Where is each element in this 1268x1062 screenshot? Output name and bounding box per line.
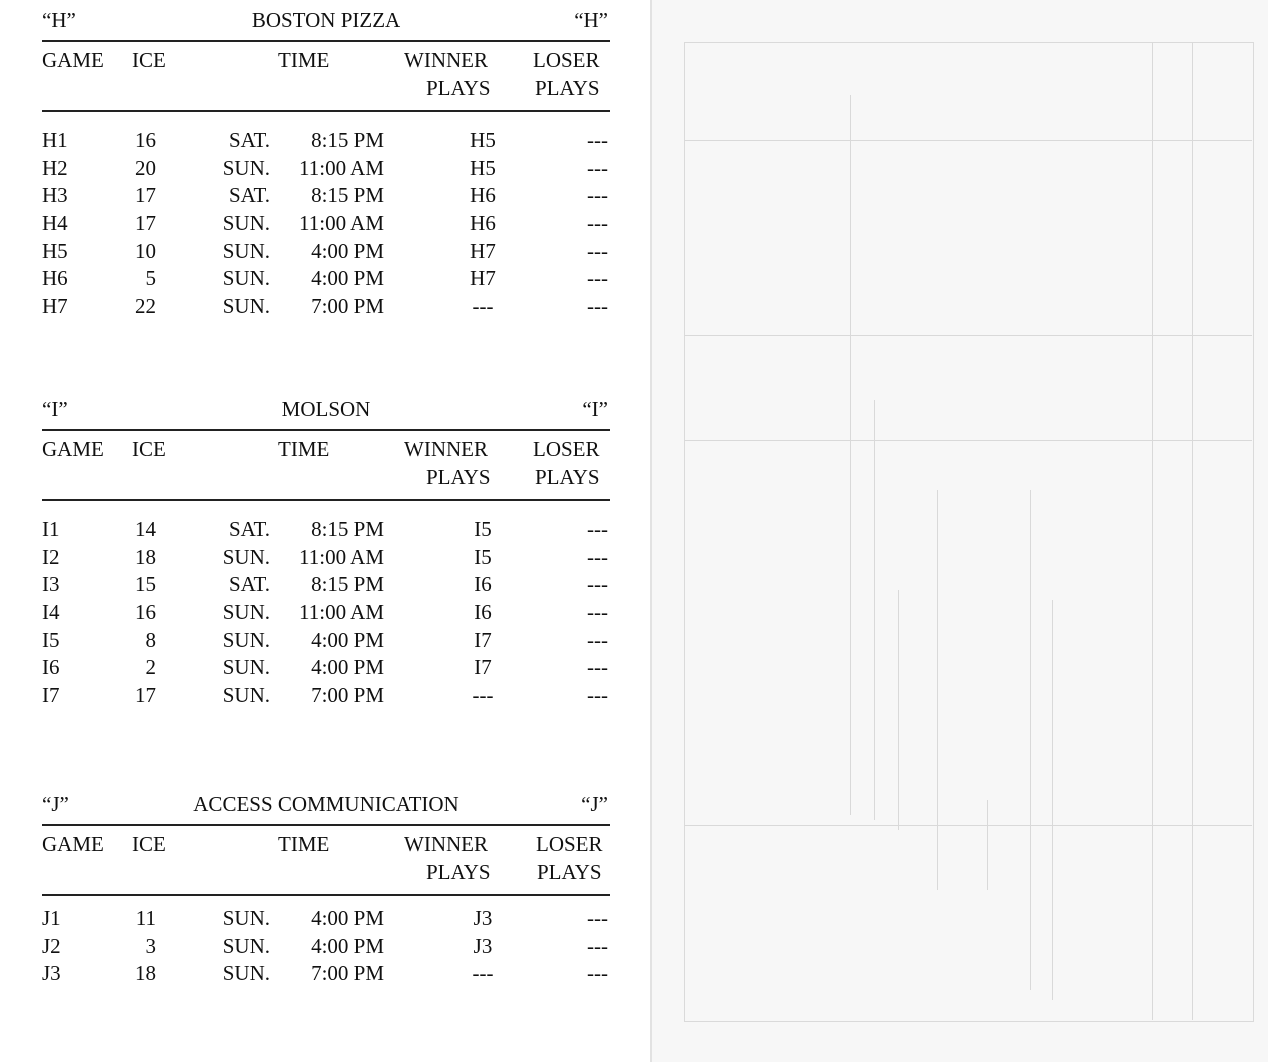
header-loser: LOSER <box>536 832 603 856</box>
cell-day: SUN. <box>222 544 270 569</box>
faint-frame <box>684 42 1254 1022</box>
table-row <box>42 959 610 987</box>
header-game: GAME <box>42 48 104 72</box>
game-rows <box>42 126 610 320</box>
cell-ice: 10 <box>135 238 156 263</box>
cell-ice: 17 <box>135 683 156 708</box>
header-winner: WINNER <box>404 437 488 461</box>
pool-title: ACCESS COMMUNICATION <box>193 792 459 816</box>
cell-time: 11:00 AM <box>299 155 384 180</box>
cell-ice: 11 <box>135 906 156 930</box>
faint-line <box>1030 490 1031 990</box>
cell-game: I6 <box>42 655 60 680</box>
cell-loser: --- <box>587 155 608 180</box>
cell-time: 4:00 PM <box>311 655 384 680</box>
cell-winner: --- <box>472 961 494 986</box>
cell-game: H6 <box>42 266 68 291</box>
cell-time: 11:00 AM <box>299 544 384 569</box>
header-loser: LOSER <box>533 48 600 72</box>
faint-line <box>684 335 1252 336</box>
pool-title: MOLSON <box>281 397 371 421</box>
cell-day: SUN. <box>222 627 270 652</box>
cell-day: SUN. <box>222 294 270 319</box>
cell-ice: 20 <box>135 155 156 180</box>
table-row <box>42 543 610 571</box>
cell-game: H3 <box>42 183 68 208</box>
table-row <box>42 904 610 932</box>
cell-winner: I7 <box>474 655 492 680</box>
faint-line <box>1152 42 1153 1020</box>
header-rule-top <box>42 429 610 431</box>
cell-winner: I5 <box>474 517 492 541</box>
cell-time: 4:00 PM <box>311 933 384 958</box>
cell-day: SUN. <box>222 655 270 680</box>
faint-line <box>684 825 1252 826</box>
cell-winner: I5 <box>474 544 492 569</box>
cell-loser: --- <box>587 572 608 597</box>
cell-ice: 16 <box>135 128 156 152</box>
cell-time: 8:15 PM <box>311 572 384 597</box>
table-row <box>42 292 610 320</box>
header-winner-plays: PLAYS <box>426 465 491 489</box>
cell-loser: --- <box>587 238 608 263</box>
section-title-row <box>42 8 610 38</box>
table-row <box>42 209 610 237</box>
header-ice: ICE <box>132 832 166 856</box>
cell-winner: J3 <box>473 906 493 930</box>
pool-letter-right: “I” <box>582 397 608 421</box>
faint-line <box>987 800 988 890</box>
cell-ice: 17 <box>135 211 156 236</box>
cell-time: 7:00 PM <box>311 294 384 319</box>
header-winner-plays: PLAYS <box>426 860 491 884</box>
cell-day: SAT. <box>228 128 270 152</box>
cell-day: SUN. <box>222 238 270 263</box>
header-ice: ICE <box>132 48 166 72</box>
cell-time: 11:00 AM <box>299 600 384 625</box>
cell-winner: I7 <box>474 627 492 652</box>
column-headers <box>42 44 610 100</box>
cell-ice: 18 <box>135 544 156 569</box>
table-row <box>42 598 610 626</box>
column-headers <box>42 433 610 489</box>
cell-day: SUN. <box>222 683 270 708</box>
section-title-row <box>42 397 610 427</box>
table-row <box>42 570 610 598</box>
cell-loser: --- <box>587 266 608 291</box>
cell-winner: H5 <box>470 128 496 152</box>
header-rule-bottom <box>42 894 610 896</box>
table-row <box>42 181 610 209</box>
cell-time: 4:00 PM <box>311 627 384 652</box>
cell-winner: J3 <box>473 933 493 958</box>
cell-day: SUN. <box>222 961 270 986</box>
cell-time: 11:00 AM <box>299 211 384 236</box>
cell-time: 4:00 PM <box>311 238 384 263</box>
cell-ice: 8 <box>145 627 156 652</box>
header-loser: LOSER <box>533 437 600 461</box>
cell-ice: 5 <box>145 266 156 291</box>
cell-day: SAT. <box>228 183 270 208</box>
cell-day: SAT. <box>228 517 270 541</box>
cell-game: I1 <box>42 517 60 541</box>
column-headers <box>42 828 610 884</box>
cell-loser: --- <box>587 211 608 236</box>
cell-game: I4 <box>42 600 60 625</box>
header-winner-plays: PLAYS <box>426 76 491 100</box>
cell-game: I2 <box>42 544 60 569</box>
header-loser-plays: PLAYS <box>535 76 600 100</box>
header-ice: ICE <box>132 437 166 461</box>
pool-i-section <box>42 397 610 707</box>
header-loser-plays: PLAYS <box>535 465 600 489</box>
cell-winner: H7 <box>470 238 496 263</box>
cell-ice: 2 <box>145 655 156 680</box>
header-game: GAME <box>42 832 104 856</box>
cell-loser: --- <box>587 961 608 986</box>
cell-ice: 3 <box>145 933 156 958</box>
table-row <box>42 264 610 292</box>
pool-letter-right: “J” <box>581 792 608 816</box>
header-winner: WINNER <box>404 48 488 72</box>
right-page-bleedthrough <box>650 0 1268 1062</box>
section-title-row <box>42 792 610 822</box>
faint-line <box>1192 42 1193 1020</box>
faint-line <box>684 140 1252 141</box>
cell-loser: --- <box>587 183 608 208</box>
game-rows <box>42 515 610 709</box>
cell-winner: I6 <box>474 572 492 597</box>
faint-line <box>874 400 875 820</box>
cell-winner: H6 <box>470 211 496 236</box>
cell-game: I5 <box>42 627 60 652</box>
cell-ice: 14 <box>135 517 156 541</box>
header-winner: WINNER <box>404 832 488 856</box>
cell-winner: I6 <box>474 600 492 625</box>
cell-loser: --- <box>587 128 608 152</box>
cell-time: 4:00 PM <box>311 266 384 291</box>
pool-j-section <box>42 792 610 992</box>
faint-line <box>850 95 851 815</box>
cell-time: 7:00 PM <box>311 961 384 986</box>
cell-winner: H7 <box>470 266 496 291</box>
header-rule-bottom <box>42 110 610 112</box>
cell-loser: --- <box>587 600 608 625</box>
cell-loser: --- <box>587 294 608 319</box>
header-time: TIME <box>278 832 330 856</box>
cell-day: SUN. <box>222 933 270 958</box>
faint-line <box>684 440 1252 441</box>
faint-line <box>898 590 899 830</box>
header-rule-bottom <box>42 499 610 501</box>
cell-loser: --- <box>587 655 608 680</box>
header-rule-top <box>42 824 610 826</box>
cell-game: J1 <box>42 906 61 930</box>
cell-day: SUN. <box>222 211 270 236</box>
cell-ice: 15 <box>135 572 156 597</box>
table-row <box>42 515 610 543</box>
cell-winner: --- <box>472 683 494 708</box>
table-row <box>42 154 610 182</box>
cell-winner: H6 <box>470 183 496 208</box>
pool-letter-left: “J” <box>42 792 69 816</box>
cell-loser: --- <box>587 544 608 569</box>
cell-time: 8:15 PM <box>311 128 384 152</box>
table-row <box>42 237 610 265</box>
cell-day: SUN. <box>222 266 270 291</box>
cell-game: H5 <box>42 238 68 263</box>
cell-day: SUN. <box>222 906 270 930</box>
pool-letter-left: “I” <box>42 397 68 421</box>
cell-time: 7:00 PM <box>311 683 384 708</box>
pool-title: BOSTON PIZZA <box>251 8 401 32</box>
cell-game: H2 <box>42 155 68 180</box>
header-rule-top <box>42 40 610 42</box>
cell-loser: --- <box>587 517 608 541</box>
cell-loser: --- <box>587 906 608 930</box>
cell-time: 8:15 PM <box>311 517 384 541</box>
table-row <box>42 681 610 709</box>
cell-ice: 17 <box>135 183 156 208</box>
faint-line <box>937 490 938 890</box>
table-row <box>42 626 610 654</box>
header-time: TIME <box>278 48 330 72</box>
cell-ice: 16 <box>135 600 156 625</box>
pool-letter-right: “H” <box>574 8 608 32</box>
cell-game: H1 <box>42 128 68 152</box>
pool-h-section <box>42 8 610 318</box>
header-game: GAME <box>42 437 104 461</box>
header-loser-plays: PLAYS <box>537 860 602 884</box>
cell-loser: --- <box>587 683 608 708</box>
cell-loser: --- <box>587 627 608 652</box>
cell-time: 4:00 PM <box>311 906 384 930</box>
cell-ice: 22 <box>135 294 156 319</box>
game-rows <box>42 904 610 987</box>
cell-day: SAT. <box>228 572 270 597</box>
pool-letter-left: “H” <box>42 8 76 32</box>
cell-game: J2 <box>42 933 61 958</box>
cell-time: 8:15 PM <box>311 183 384 208</box>
cell-day: SUN. <box>222 600 270 625</box>
faint-line <box>1052 600 1053 1000</box>
cell-winner: --- <box>472 294 494 319</box>
cell-game: J3 <box>42 961 61 986</box>
header-time: TIME <box>278 437 330 461</box>
table-row <box>42 126 610 154</box>
cell-game: I3 <box>42 572 60 597</box>
cell-winner: H5 <box>470 155 496 180</box>
cell-ice: 18 <box>135 961 156 986</box>
table-row <box>42 653 610 681</box>
cell-game: H7 <box>42 294 68 319</box>
cell-day: SUN. <box>222 155 270 180</box>
table-row <box>42 932 610 960</box>
cell-game: H4 <box>42 211 68 236</box>
cell-loser: --- <box>587 933 608 958</box>
cell-game: I7 <box>42 683 60 708</box>
